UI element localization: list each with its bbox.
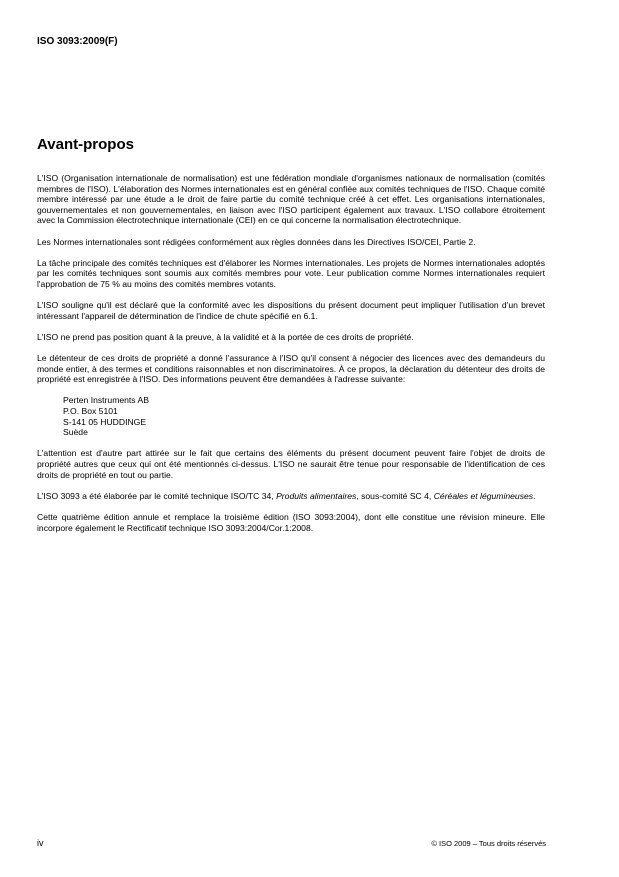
paragraph-iso-org: L'ISO (Organisation internationale de normalisation) est une fédération mondiale d'organismes nationaux de normalisation (comités membres de l'ISO). L'élaboration des Normes internationales est en général confiée aux comités techniques de l'ISO. Chaque comité membre intéressé par une étude a le droit de faire partie du comité technique créé à cet effet. Les organisations internationales, gouvernementales et non gouvernementales, en liaison avec l'ISO participent également aux travaux. L'ISO collabore étroitement avec la Commission électrotechnique internationale (CEI) en ce qui concerne la normalisation électrotechnique.	[37, 173, 545, 226]
paragraph-position: L'ISO ne prend pas position quant à la preuve, à la validité et à la portée de ces droits de propriété.	[37, 331, 414, 342]
elaboration-subcommittee: Céréales et légumineuses	[433, 490, 534, 501]
paragraph-holder: Le détenteur de ces droits de propriété a donné l'assurance à l'ISO qu'il consent à négocier des licences avec des demandeurs du monde entier, à des termes et conditions raisonnables et non discriminatoires. À ce propos, la déclaration du détenteur des droits de propriété est enregistrée à l'ISO. Des informations peuvent être demandées à l'adresse suivante:	[37, 353, 545, 385]
paragraph-patent: L'ISO souligne qu'il est déclaré que la conformité avec les dispositions du présent document peut impliquer l'utilisation d'un brevet intéressant l'appareil de détermination de l'indice de chute spécifié en 6.1.	[37, 300, 545, 321]
elaboration-text: .	[533, 490, 536, 501]
address-line: Suède	[63, 427, 88, 438]
document-id: ISO 3093:2009(F)	[37, 36, 118, 47]
page-number: iv	[37, 838, 44, 848]
paragraph-attention: L'attention est d'autre part attirée sur le fait que certains des éléments du présent document peuvent faire l'objet de droits de propriété autres que ceux qui ont été mentionnés ci-dessus. L'ISO ne saurait être tenue pour responsable de l'identification de ces droits de propriété en tout ou partie.	[37, 448, 545, 480]
page-title: Avant-propos	[37, 136, 134, 153]
address-line: P.O. Box 5101	[63, 406, 118, 417]
elaboration-text: , sous-comité SC 4,	[356, 490, 434, 501]
paragraph-directives: Les Normes internationales sont rédigées conformément aux règles données dans les Directives ISO/CEI, Partie 2.	[37, 236, 476, 247]
elaboration-text: L'ISO 3093 a été élaborée par le comité technique ISO/TC 34,	[37, 490, 277, 501]
address-block	[63, 395, 545, 437]
paragraph-elaboration	[37, 491, 545, 502]
paragraph-edition: Cette quatrième édition annule et remplace la troisième édition (ISO 3093:2004), dont elle constitue une révision mineure. Elle incorpore également le Rectificatif technique ISO 3093:2004/Cor.1:2008.	[37, 512, 545, 533]
copyright-notice: © ISO 2009 – Tous droits réservés	[431, 839, 546, 848]
foreword-section	[37, 136, 545, 544]
address-line: S-141 05 HUDDINGE	[63, 416, 147, 427]
elaboration-committee: Produits alimentaires	[276, 490, 357, 501]
paragraph-committees: La tâche principale des comités techniques est d'élaborer les Normes internationales. Les projets de Normes internationales adoptés par les comités techniques sont soumis aux comités membres pour vote. Leur publication comme Normes internationales requiert l'approbation de 75 % au moins des comités membres votants.	[37, 257, 545, 289]
address-line: Perten Instruments AB	[63, 395, 149, 406]
